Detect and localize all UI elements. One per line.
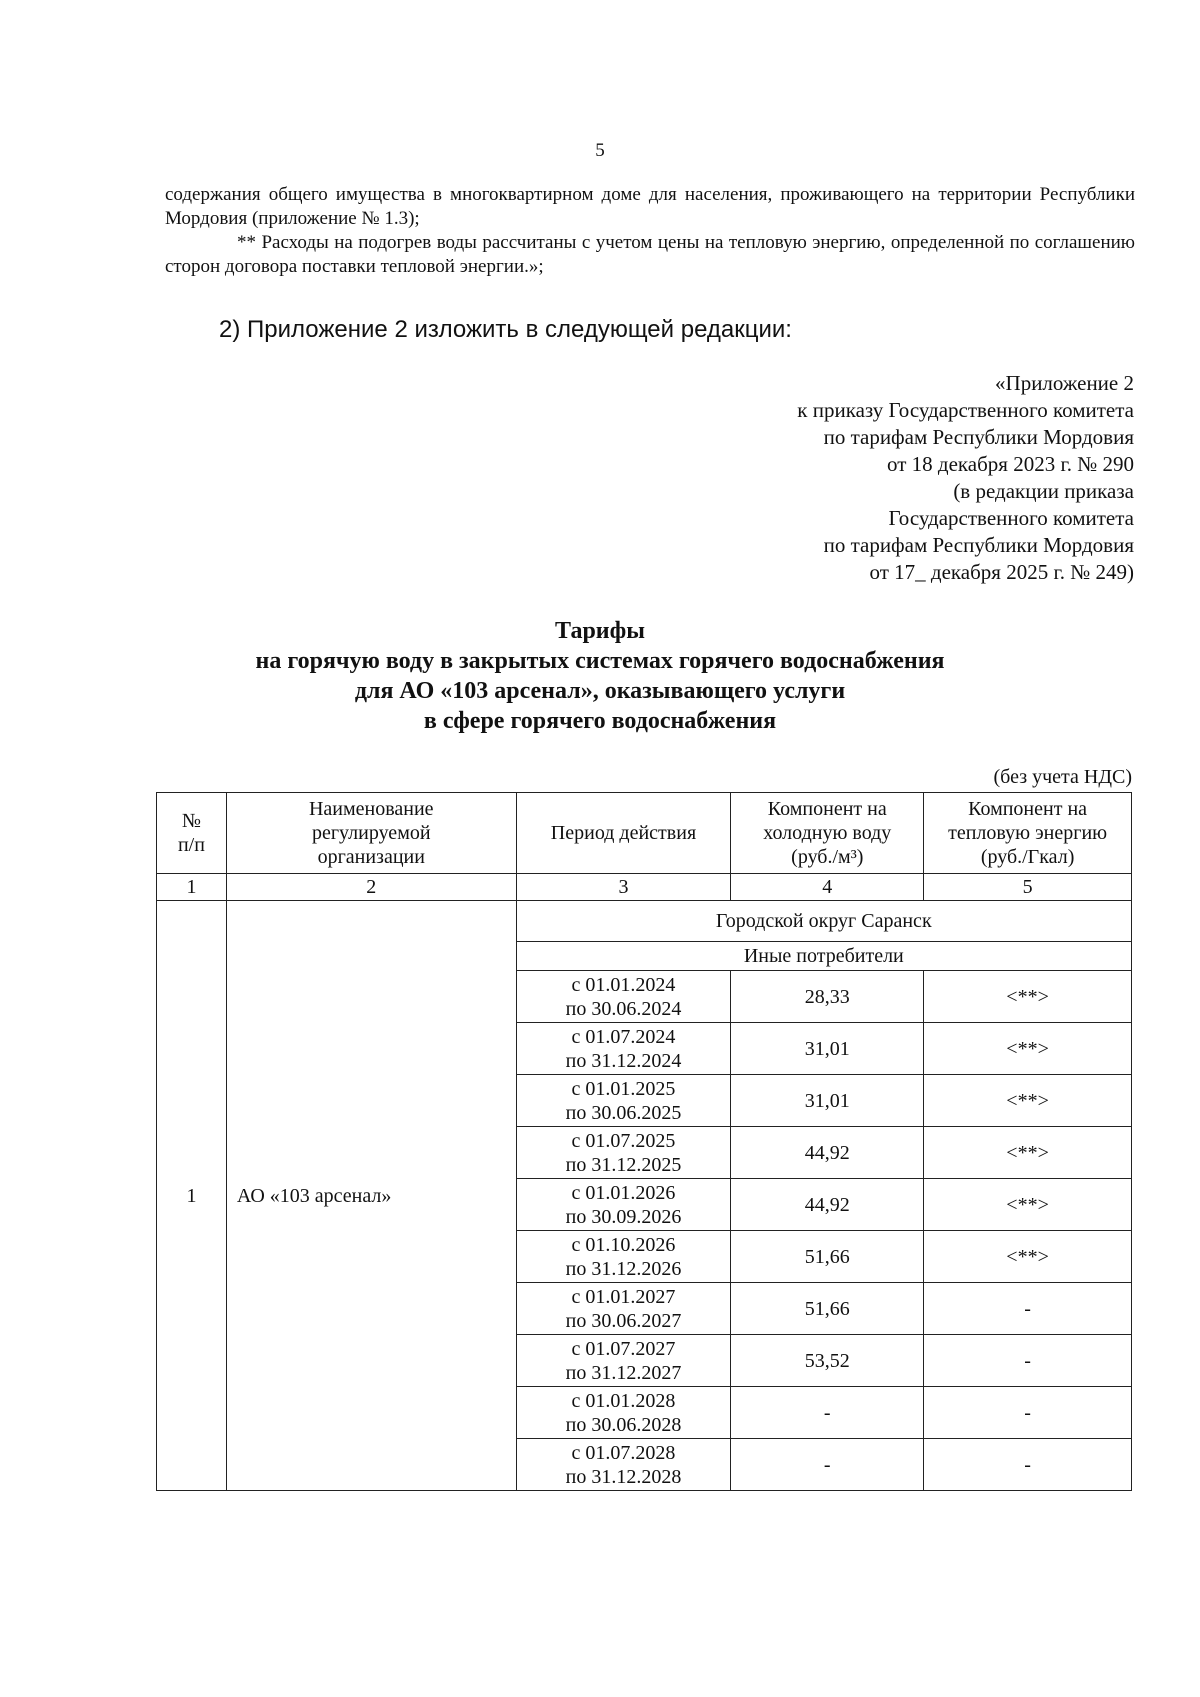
header-text: (руб./Гкал) <box>980 846 1075 868</box>
cold-water-value: 31,01 <box>731 1075 924 1127</box>
period-to: по 31.12.2024 <box>565 1049 682 1072</box>
period-cell <box>516 1387 731 1439</box>
header-text: регулируемой <box>311 822 431 844</box>
header-text: п/п <box>177 834 205 856</box>
period-cell <box>516 1023 731 1075</box>
region-name: Городской округ Саранск <box>516 901 1131 942</box>
category-name: Иные потребители <box>516 942 1131 971</box>
intro-paragraph-2: ** Расходы на подогрев воды рассчитаны с учетом цены на тепловую энергию, определенной по соглашению сторон договора поставки тепловой энергии.»; <box>165 232 1135 277</box>
period-to: по 30.06.2024 <box>565 997 682 1020</box>
title-line: Тарифы <box>555 618 645 644</box>
section-heading: 2) Приложение 2 изложить в следующей редакции: <box>219 316 792 343</box>
column-number: 4 <box>731 874 924 901</box>
intro-paragraph-1: содержания общего имущества в многоквартирном доме для населения, проживающего на территории Республики Мордовия (приложение № 1.3); <box>165 184 1135 229</box>
period-from: с 01.07.2027 <box>571 1337 676 1360</box>
cold-water-value: - <box>731 1387 924 1439</box>
header-text: холодную воду <box>763 822 892 844</box>
annex-line: к приказу Государственного комитета <box>797 398 1134 422</box>
header-heat-energy <box>924 793 1132 874</box>
document-title <box>0 616 1200 736</box>
title-line: на горячую воду в закрытых системах горячего водоснабжения <box>255 648 945 674</box>
organization-name: АО «103 арсенал» <box>226 901 516 1491</box>
column-number: 1 <box>157 874 227 901</box>
cold-water-value: 53,52 <box>731 1335 924 1387</box>
title-line: в сфере горячего водоснабжения <box>423 708 777 734</box>
title-line: для АО «103 арсенал», оказывающего услуги <box>354 678 846 704</box>
heat-energy-value: <**> <box>924 1127 1132 1179</box>
header-organization <box>226 793 516 874</box>
annex-line: Государственного комитета <box>888 506 1134 530</box>
cold-water-value: 28,33 <box>731 971 924 1023</box>
period-to: по 31.12.2028 <box>565 1465 682 1488</box>
cold-water-value: 44,92 <box>731 1127 924 1179</box>
column-number-row <box>157 874 1132 901</box>
period-from: с 01.01.2025 <box>571 1077 676 1100</box>
heat-energy-value: - <box>924 1283 1132 1335</box>
table-header-row <box>157 793 1132 874</box>
cold-water-value: 51,66 <box>731 1283 924 1335</box>
page-number: 5 <box>595 140 605 161</box>
period-cell <box>516 971 731 1023</box>
tariffs-table <box>156 792 1132 1491</box>
heat-energy-value: - <box>924 1387 1132 1439</box>
annex-line: от 18 декабря 2023 г. № 290 <box>887 452 1134 476</box>
header-text: тепловую энергию <box>948 822 1108 844</box>
annex-reference <box>797 370 1134 586</box>
heat-energy-value: <**> <box>924 1075 1132 1127</box>
period-to: по 31.12.2025 <box>565 1153 682 1176</box>
heat-energy-value: <**> <box>924 1023 1132 1075</box>
annex-line: по тарифам Республики Мордовия <box>823 425 1134 449</box>
heat-energy-value: - <box>924 1439 1132 1491</box>
period-from: с 01.01.2024 <box>571 973 676 996</box>
annex-line: от 17_ декабря 2025 г. № 249) <box>869 560 1134 584</box>
header-text: Наименование <box>308 798 434 820</box>
header-text: Компонент на <box>767 798 887 820</box>
header-period: Период действия <box>516 793 731 874</box>
period-cell <box>516 1075 731 1127</box>
header-text: Компонент на <box>968 798 1088 820</box>
header-text: организации <box>317 846 425 868</box>
heat-energy-value: <**> <box>924 1179 1132 1231</box>
period-to: по 30.06.2025 <box>565 1101 682 1124</box>
annex-line: «Приложение 2 <box>995 371 1134 395</box>
period-from: с 01.07.2025 <box>571 1129 676 1152</box>
header-text: (руб./м³) <box>791 846 864 868</box>
cold-water-value: 44,92 <box>731 1179 924 1231</box>
heat-energy-value: <**> <box>924 1231 1132 1283</box>
header-number <box>157 793 227 874</box>
column-number: 3 <box>516 874 731 901</box>
period-from: с 01.01.2027 <box>571 1285 676 1308</box>
period-to: по 30.06.2028 <box>565 1413 682 1436</box>
intro-text <box>165 183 1135 279</box>
header-text: № <box>181 810 201 832</box>
region-row <box>157 901 1132 942</box>
period-cell <box>516 1283 731 1335</box>
row-number: 1 <box>157 901 227 1491</box>
period-to: по 31.12.2026 <box>565 1257 682 1280</box>
column-number: 2 <box>226 874 516 901</box>
cold-water-value: - <box>731 1439 924 1491</box>
period-to: по 31.12.2027 <box>565 1361 682 1384</box>
vat-note: (без учета НДС) <box>993 766 1132 788</box>
period-to: по 30.09.2026 <box>565 1205 682 1228</box>
cold-water-value: 31,01 <box>731 1023 924 1075</box>
period-to: по 30.06.2027 <box>565 1309 682 1332</box>
period-cell <box>516 1231 731 1283</box>
header-cold-water <box>731 793 924 874</box>
period-cell <box>516 1439 731 1491</box>
period-cell <box>516 1127 731 1179</box>
column-number: 5 <box>924 874 1132 901</box>
heat-energy-value: - <box>924 1335 1132 1387</box>
heat-energy-value: <**> <box>924 971 1132 1023</box>
cold-water-value: 51,66 <box>731 1231 924 1283</box>
period-cell <box>516 1335 731 1387</box>
period-from: с 01.01.2026 <box>571 1181 676 1204</box>
period-from: с 01.10.2026 <box>571 1233 676 1256</box>
period-from: с 01.01.2028 <box>571 1389 676 1412</box>
period-cell <box>516 1179 731 1231</box>
annex-line: (в редакции приказа <box>953 479 1134 503</box>
annex-line: по тарифам Республики Мордовия <box>823 533 1134 557</box>
period-from: с 01.07.2024 <box>571 1025 676 1048</box>
period-from: с 01.07.2028 <box>571 1441 676 1464</box>
